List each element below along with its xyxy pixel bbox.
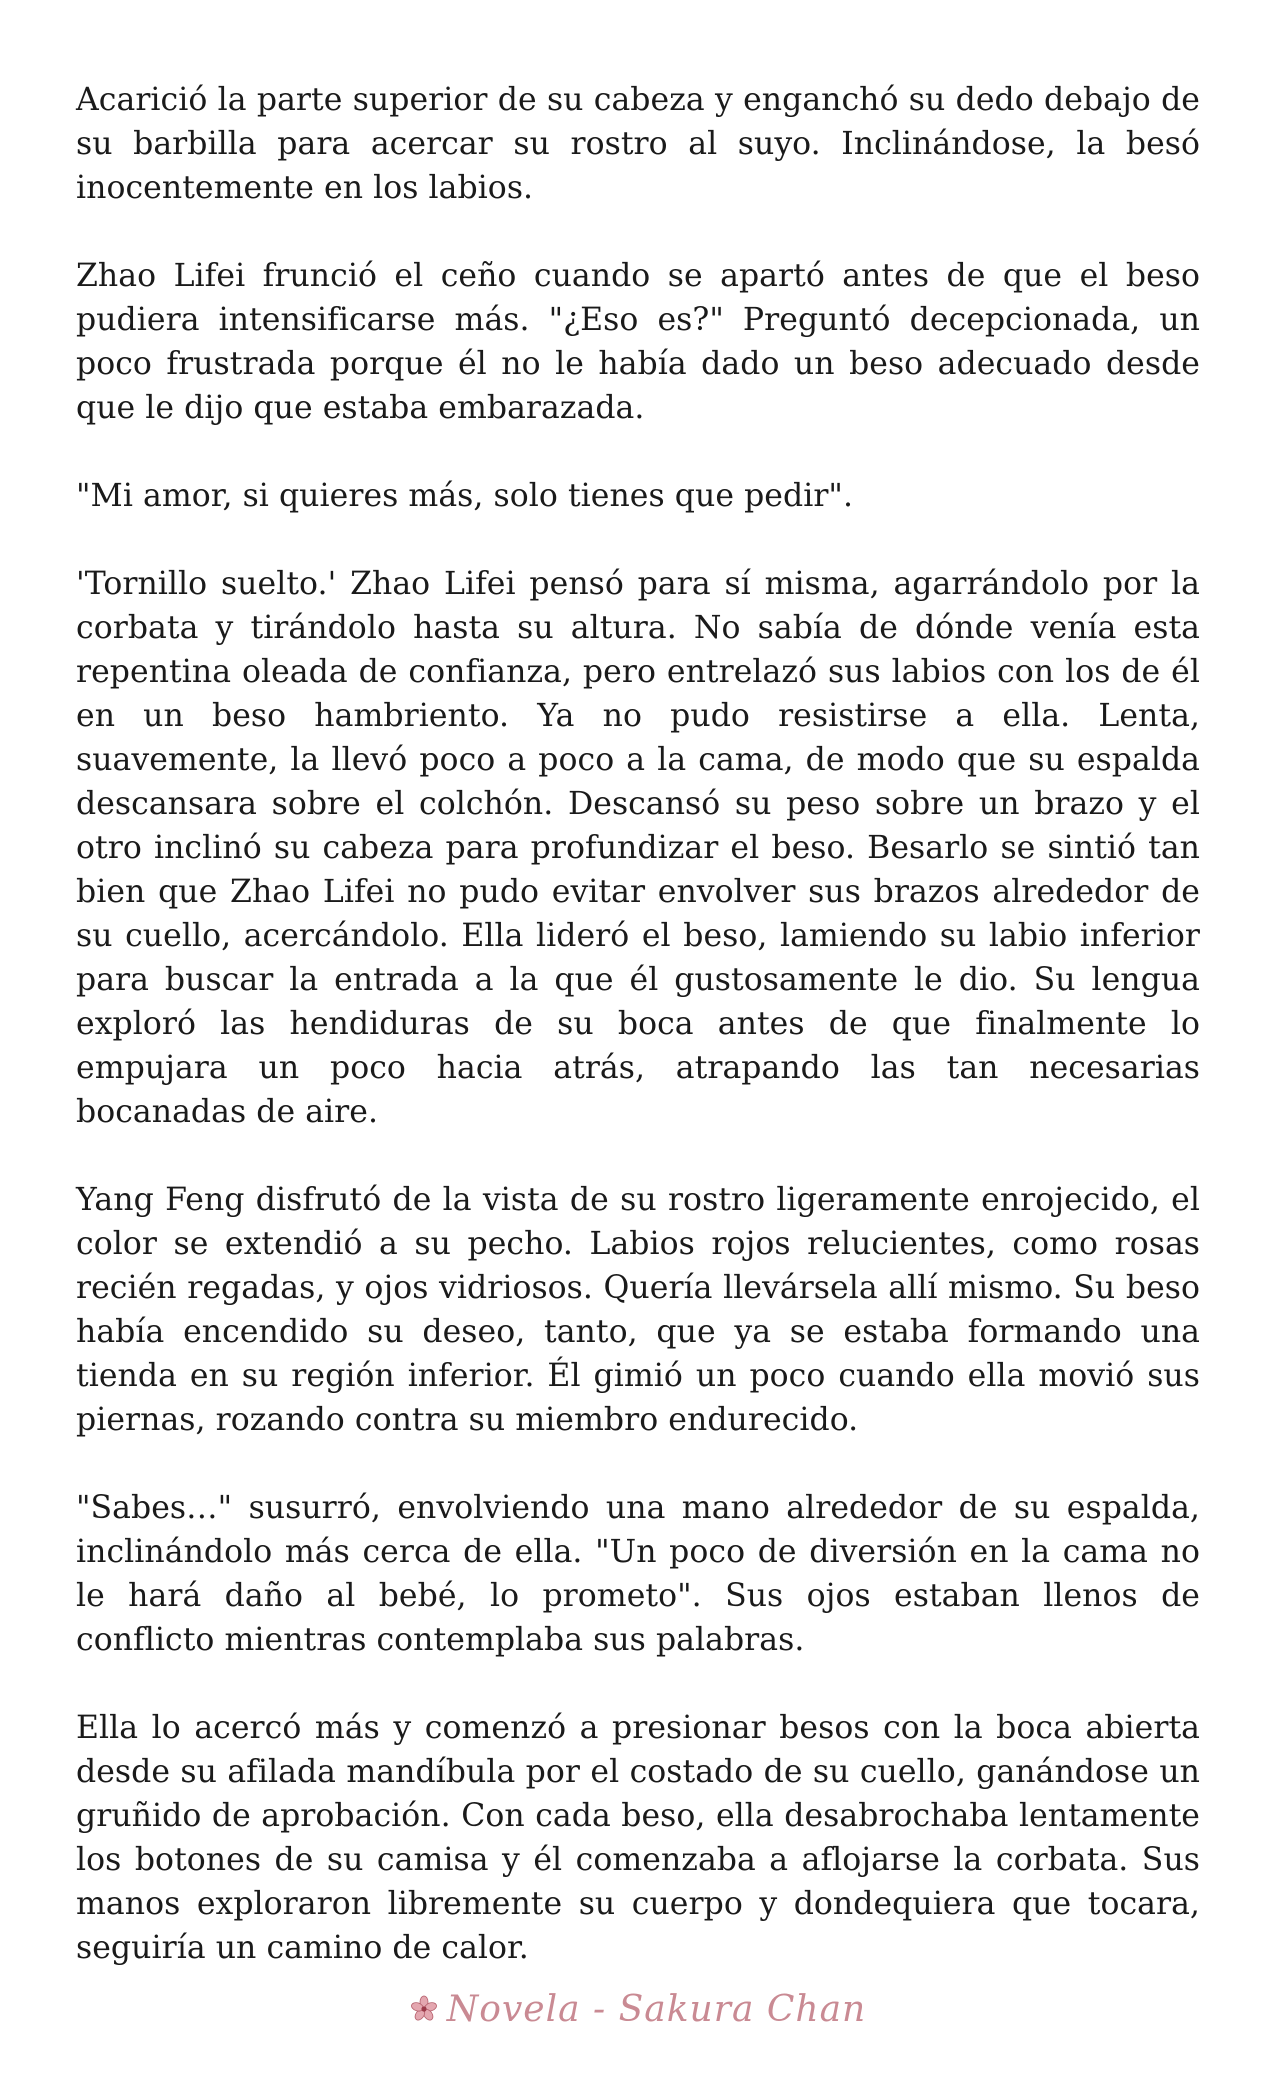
sakura-flower-icon — [409, 1994, 439, 2024]
paragraph-1: Acarició la parte superior de su cabeza y enganchó su dedo debajo de su barbilla para acercar su rostro al suyo. Inclinándose, la besó inocentemente en los labios. — [76, 82, 1200, 206]
watermark — [0, 1984, 1275, 2034]
paragraph-3: "Mi amor, si quieres más, solo tienes que pedir". — [76, 478, 854, 514]
paragraph-4: 'Tornillo suelto.' Zhao Lifei pensó para sí misma, agarrándolo por la corbata y tirándolo hasta su altura. No sabía de dónde venía esta repentina oleada de confianza, pero entrelazó sus labios con los de él en un beso hambriento. Ya no pudo resistirse a ella. Lenta, suavemente, la llevó poco a poco a la cama, de modo que su espalda descansara sobre el colchón. Descansó su peso sobre un brazo y el otro inclinó su cabeza para profundizar el beso. Besarlo se sintió tan bien que Zhao Lifei no pudo evitar envolver sus brazos alrededor de su cuello, acercándolo. Ella lideró el beso, lamiendo su labio inferior para buscar la entrada a la que él gustosamente le dio. Su lengua exploró las hendiduras de su boca antes de que finalmente lo empujara un poco hacia atrás, atrapando las tan necesarias bocanadas de aire. — [76, 566, 1200, 1130]
paragraph-6: "Sabes…" susurró, envolviendo una mano alrededor de su espalda, inclinándolo más cerca de ella. "Un poco de diversión en la cama no le hará daño al bebé, lo prometo". Sus ojos estaban llenos de conflicto mientras contemplaba sus palabras. — [76, 1490, 1200, 1658]
document-body — [76, 78, 1200, 1970]
paragraph-5: Yang Feng disfrutó de la vista de su rostro ligeramente enrojecido, el color se extendió a su pecho. Labios rojos relucientes, como rosas recién regadas, y ojos vidriosos. Quería llevársela allí mismo. Su beso había encendido su deseo, tanto, que ya se estaba formando una tienda en su región inferior. Él gimió un poco cuando ella movió sus piernas, rozando contra su miembro endurecido. — [76, 1182, 1200, 1438]
paragraph-7: Ella lo acercó más y comenzó a presionar besos con la boca abierta desde su afilada mandíbula por el costado de su cuello, ganándose un gruñido de aprobación. Con cada beso, ella desabrochaba lentamente los botones de su camisa y él comenzaba a aflojarse la corbata. Sus manos exploraron libremente su cuerpo y dondequiera que tocara, seguiría un camino de calor. — [76, 1710, 1200, 1966]
watermark-text: Novela - Sakura Chan — [446, 1988, 867, 2030]
paragraph-2: Zhao Lifei frunció el ceño cuando se apartó antes de que el beso pudiera intensificarse más. "¿Eso es?" Preguntó decepcionada, un poco frustrada porque él no le había dado un beso adecuado desde que le dijo que estaba embarazada. — [76, 258, 1200, 426]
